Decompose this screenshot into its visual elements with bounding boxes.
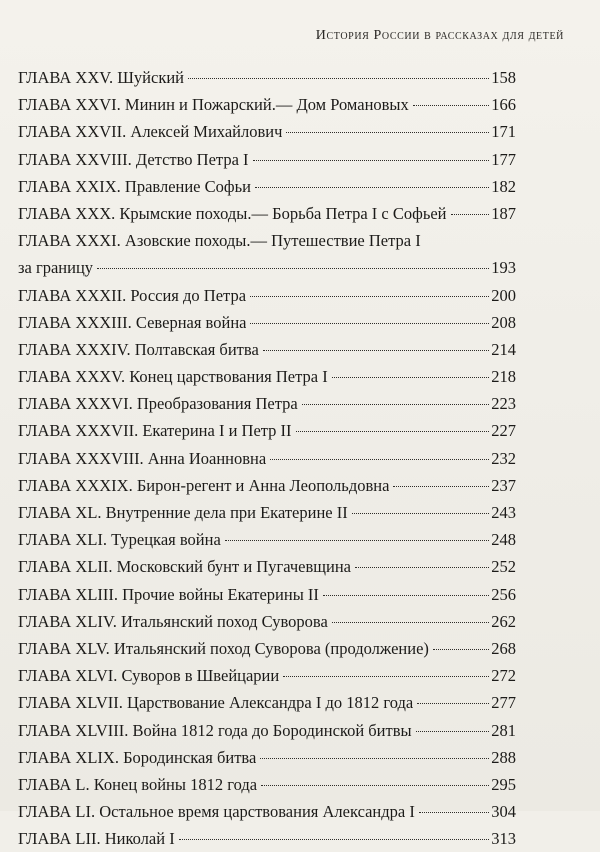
toc-entry	[18, 146, 516, 173]
dot-leader	[419, 811, 489, 813]
toc-entry-title: ГЛАВА XXV. Шуйский	[18, 68, 185, 87]
toc-entry	[18, 227, 516, 254]
toc-entry-title: ГЛАВА XXIX. Правление Софьи	[18, 176, 251, 196]
toc-entry	[18, 635, 516, 662]
toc-entry-title: ГЛАВА XXXIV. Полтавская битва	[18, 339, 259, 359]
toc-entry	[18, 309, 516, 336]
dot-leader	[286, 131, 489, 133]
toc-entry	[18, 363, 516, 390]
toc-entry	[18, 336, 516, 363]
toc-entry-title: ГЛАВА LI. Остальное время царствования Александра I	[18, 802, 415, 822]
running-head: История России в рассказах для детей	[315, 28, 564, 43]
toc-entry-title: ГЛАВА LII. Николай I	[18, 829, 175, 849]
toc-entry-page: 218	[491, 367, 516, 387]
toc-entry-page: 208	[491, 312, 516, 332]
toc-entry-page: 256	[491, 584, 516, 604]
dot-leader	[433, 648, 489, 650]
dot-leader	[270, 458, 489, 460]
toc-entry-page: 187	[491, 203, 516, 223]
table-of-contents	[18, 64, 516, 852]
toc-entry-title: ГЛАВА XXXII. Россия до Петра	[18, 285, 247, 305]
toc-entry-page: 177	[491, 149, 516, 169]
toc-entry-page: 223	[491, 394, 516, 414]
toc-entry-page: 200	[491, 285, 516, 305]
dot-leader	[253, 159, 490, 161]
dot-leader	[451, 213, 490, 215]
toc-entry-title: ГЛАВА XL. Внутренние дела при Екатерине II	[18, 503, 348, 522]
toc-entry	[18, 744, 516, 771]
toc-entry	[18, 526, 516, 553]
dot-leader	[416, 730, 490, 732]
toc-entry-title: ГЛАВА XXXVIII. Анна Иоанновна	[18, 448, 267, 468]
dot-leader	[283, 675, 489, 677]
toc-entry	[18, 825, 516, 852]
toc-entry-page: 268	[491, 638, 516, 658]
dot-leader	[355, 566, 489, 568]
toc-entry	[18, 553, 516, 580]
toc-entry-page: 227	[491, 421, 516, 441]
toc-entry	[18, 608, 516, 635]
toc-entry-page: 171	[491, 122, 516, 142]
dot-leader	[413, 104, 489, 106]
dot-leader	[250, 295, 489, 297]
toc-entry-title: ГЛАВА XLIV. Итальянский поход Суворова	[18, 611, 328, 631]
toc-entry-title: ГЛАВА XLVIII. Война 1812 года до Бородинской битвы	[18, 720, 412, 740]
toc-entry-page: 262	[491, 611, 516, 631]
toc-entry-page: 277	[491, 693, 516, 713]
toc-entry	[18, 445, 516, 472]
dot-leader	[352, 512, 490, 514]
toc-entry-title: ГЛАВА XXXIII. Северная война	[18, 312, 247, 332]
toc-entry-page: 243	[491, 503, 516, 522]
toc-entry-page: 237	[491, 475, 516, 495]
toc-entry-title: ГЛАВА XXXVI. Преобразования Петра	[18, 394, 298, 414]
toc-entry-page: 313	[491, 829, 516, 849]
toc-entry	[18, 173, 516, 200]
toc-entry-title: ГЛАВА XXXIX. Бирон-регент и Анна Леопольдовна	[18, 475, 390, 495]
toc-entry	[18, 200, 516, 227]
toc-entry-page: 166	[491, 95, 516, 115]
toc-entry-page: 304	[491, 802, 516, 822]
toc-entry-page: 288	[491, 747, 516, 767]
toc-entry	[18, 499, 516, 526]
toc-entry-page: 182	[491, 176, 516, 196]
dot-leader	[261, 784, 489, 786]
dot-leader	[393, 485, 489, 487]
dot-leader	[332, 376, 490, 378]
dot-leader	[179, 838, 490, 840]
dot-leader	[296, 430, 490, 432]
toc-entry-title: ГЛАВА XLVI. Суворов в Швейцарии	[18, 666, 280, 686]
toc-entry	[18, 472, 516, 499]
dot-leader	[225, 539, 489, 541]
toc-entry-title: ГЛАВА XXVI. Минин и Пожарский.— Дом Романовых	[18, 95, 409, 115]
toc-entry-title: ГЛАВА XXXI. Азовские походы.— Путешествие Петра I	[18, 231, 421, 251]
dot-leader	[260, 757, 489, 759]
toc-entry	[18, 717, 516, 744]
toc-entry	[18, 64, 516, 91]
toc-entry-title: за границу	[18, 258, 94, 278]
toc-entry-page: 158	[491, 68, 516, 87]
toc-entry-title: ГЛАВА XXVII. Алексей Михайлович	[18, 122, 283, 142]
toc-entry	[18, 390, 516, 417]
toc-entry-page: 248	[491, 530, 516, 550]
toc-entry-title: ГЛАВА XXX. Крымские походы.— Борьба Петра I с Софьей	[18, 203, 447, 223]
toc-entry-continuation	[18, 254, 516, 281]
toc-entry-title: ГЛАВА XLVII. Царствование Александра I до 1812 года	[18, 693, 414, 713]
toc-entry-title: ГЛАВА XLIX. Бородинская битва	[18, 747, 257, 767]
toc-entry	[18, 689, 516, 716]
dot-leader	[188, 77, 489, 79]
toc-entry-title: ГЛАВА XLV. Итальянский поход Суворова (продолжение)	[18, 638, 429, 658]
dot-leader	[417, 702, 489, 704]
dot-leader	[323, 594, 489, 596]
toc-entry-page: 272	[491, 666, 516, 686]
toc-entry-title: ГЛАВА XLII. Московский бунт и Пугачевщина	[18, 557, 351, 577]
toc-entry-title: ГЛАВА XXXVII. Екатерина I и Петр II	[18, 421, 292, 441]
toc-entry-page: 252	[491, 557, 516, 577]
toc-entry	[18, 581, 516, 608]
dot-leader	[97, 267, 489, 269]
dot-leader	[302, 403, 490, 405]
toc-entry-page: 295	[491, 774, 516, 794]
toc-entry	[18, 662, 516, 689]
toc-entry-title: ГЛАВА XLIII. Прочие войны Екатерины II	[18, 584, 319, 604]
toc-entry-title: ГЛАВА XXXV. Конец царствования Петра I	[18, 367, 328, 387]
toc-entry	[18, 798, 516, 825]
dot-leader	[263, 349, 489, 351]
toc-entry	[18, 282, 516, 309]
toc-entry-page: 193	[491, 258, 516, 278]
toc-entry	[18, 118, 516, 145]
toc-entry-page: 232	[491, 448, 516, 468]
toc-entry	[18, 417, 516, 444]
toc-entry	[18, 771, 516, 798]
dot-leader	[250, 322, 489, 324]
toc-entry-title: ГЛАВА XLI. Турецкая война	[18, 530, 221, 550]
dot-leader	[332, 621, 489, 623]
toc-entry-page: 281	[491, 720, 516, 740]
toc-entry-title: ГЛАВА XXVIII. Детство Петра I	[18, 149, 249, 169]
toc-entry-page: 214	[491, 339, 516, 359]
toc-entry-title: ГЛАВА L. Конец войны 1812 года	[18, 774, 258, 794]
toc-entry	[18, 91, 516, 118]
dot-leader	[255, 186, 489, 188]
